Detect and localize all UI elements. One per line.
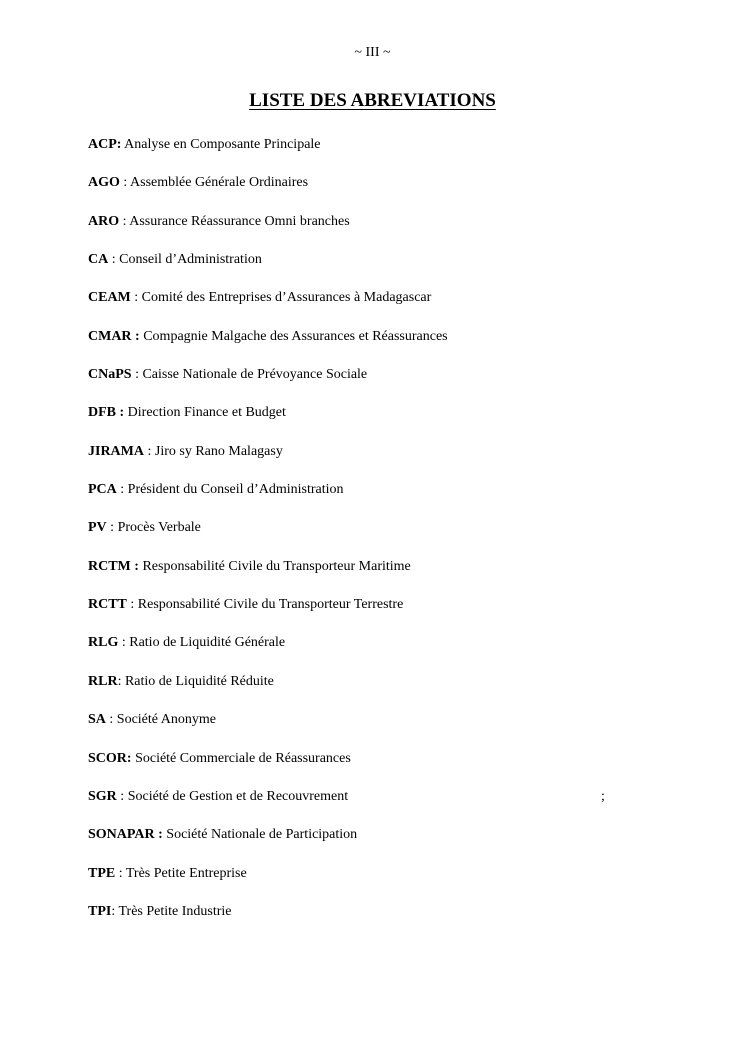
list-item <box>88 826 688 864</box>
abbreviation-definition: Caisse Nationale de Prévoyance Sociale <box>142 367 368 383</box>
abbreviation-code: RCTM : <box>88 558 139 574</box>
abbreviation-separator: : <box>111 903 119 919</box>
list-item <box>88 174 688 212</box>
abbreviation-definition: Ratio de Liquidité Générale <box>129 635 286 651</box>
abbreviation-definition: Conseil d’Administration <box>119 252 262 268</box>
abbreviation-separator: : <box>106 520 118 536</box>
abbreviation-definition: Société de Gestion et de Recouvrement <box>127 788 349 804</box>
abbreviation-code: ARO <box>88 213 120 229</box>
abbreviation-code: RLR <box>88 673 118 689</box>
list-item <box>88 711 688 749</box>
list-item <box>88 750 688 788</box>
list-item <box>88 213 688 251</box>
abbreviation-code: SONAPAR : <box>88 827 163 843</box>
abbreviation-separator: : <box>117 673 125 689</box>
abbreviation-code: RLG <box>88 635 119 651</box>
abbreviation-code: TPI <box>88 903 112 919</box>
abbreviation-code: CA <box>88 252 109 268</box>
abbreviation-definition: Compagnie Malgache des Assurances et Réassurances <box>143 328 448 344</box>
abbreviation-definition: Très Petite Industrie <box>118 903 232 919</box>
list-item <box>88 404 688 442</box>
abbreviation-code: AGO <box>88 175 120 191</box>
abbreviation-definition: Société Commerciale de Réassurances <box>135 750 351 766</box>
abbreviation-definition: Société Nationale de Participation <box>166 827 358 843</box>
abbreviation-definition: Direction Finance et Budget <box>127 405 286 421</box>
list-item <box>88 903 688 941</box>
abbreviation-code: CNaPS <box>88 367 132 383</box>
abbreviation-code: ACP: <box>88 137 122 152</box>
abbreviation-code: PCA <box>88 482 117 498</box>
abbreviation-separator: : <box>116 788 128 804</box>
page-number: ~ III ~ <box>354 45 391 60</box>
abbreviation-separator: : <box>144 443 155 459</box>
abbreviation-separator: : <box>118 635 130 651</box>
abbreviation-code: PV <box>88 520 107 536</box>
abbreviation-code: SGR <box>88 788 117 804</box>
list-item <box>88 673 688 711</box>
abbreviation-definition: Ratio de Liquidité Réduite <box>124 673 274 689</box>
abbreviation-separator: : <box>119 175 131 191</box>
list-item <box>88 519 688 557</box>
list-item <box>88 443 688 481</box>
list-item <box>88 328 688 366</box>
abbreviation-separator: : <box>108 252 120 268</box>
list-item <box>88 251 688 289</box>
abbreviation-code: DFB : <box>88 405 125 421</box>
abbreviation-definition: Responsabilité Civile du Transporteur Maritime <box>142 558 411 574</box>
abbreviation-code: CMAR : <box>88 328 140 344</box>
abbreviation-code: SCOR: <box>88 750 132 766</box>
abbreviation-code: CEAM <box>88 290 131 306</box>
abbreviation-list <box>88 136 688 941</box>
abbreviation-code: JIRAMA <box>88 443 144 459</box>
abbreviation-separator: : <box>126 597 138 613</box>
abbreviation-definition: Société Anonyme <box>116 712 216 728</box>
abbreviation-code: SA <box>88 712 106 728</box>
abbreviation-code: TPE <box>88 865 116 881</box>
abbreviation-separator: : <box>105 712 117 728</box>
list-item <box>88 366 688 404</box>
abbreviation-definition: Analyse en Composante Principale <box>124 137 321 152</box>
abbreviation-definition: Assurance Réassurance Omni branches <box>129 213 350 229</box>
abbreviation-definition: Président du Conseil d’Administration <box>127 482 344 498</box>
abbreviation-code: RCTT <box>88 597 127 613</box>
list-item <box>88 136 688 174</box>
list-item <box>88 634 688 672</box>
list-item <box>88 596 688 634</box>
abbreviation-separator: : <box>115 865 126 881</box>
abbreviation-definition: Très Petite Entreprise <box>125 865 247 881</box>
list-item <box>88 558 688 596</box>
abbreviation-definition: Jiro sy Rano Malagasy <box>154 443 283 459</box>
abbreviation-separator: : <box>131 367 143 383</box>
abbreviation-separator: : <box>119 213 130 229</box>
list-item <box>88 289 688 327</box>
abbreviation-separator: : <box>130 290 142 306</box>
stray-semicolon: ; <box>601 788 605 804</box>
abbreviation-definition: Comité des Entreprises d’Assurances à Madagascar <box>141 290 432 306</box>
list-item <box>88 788 688 826</box>
abbreviation-definition: Responsabilité Civile du Transporteur Terrestre <box>137 597 404 613</box>
list-item <box>88 865 688 903</box>
abbreviation-separator: : <box>116 482 128 498</box>
list-item <box>88 481 688 519</box>
abbreviation-definition: Procès Verbale <box>117 520 201 536</box>
abbreviation-definition: Assemblée Générale Ordinaires <box>130 175 309 191</box>
page-title: LISTE DES ABREVIATIONS <box>249 90 496 111</box>
